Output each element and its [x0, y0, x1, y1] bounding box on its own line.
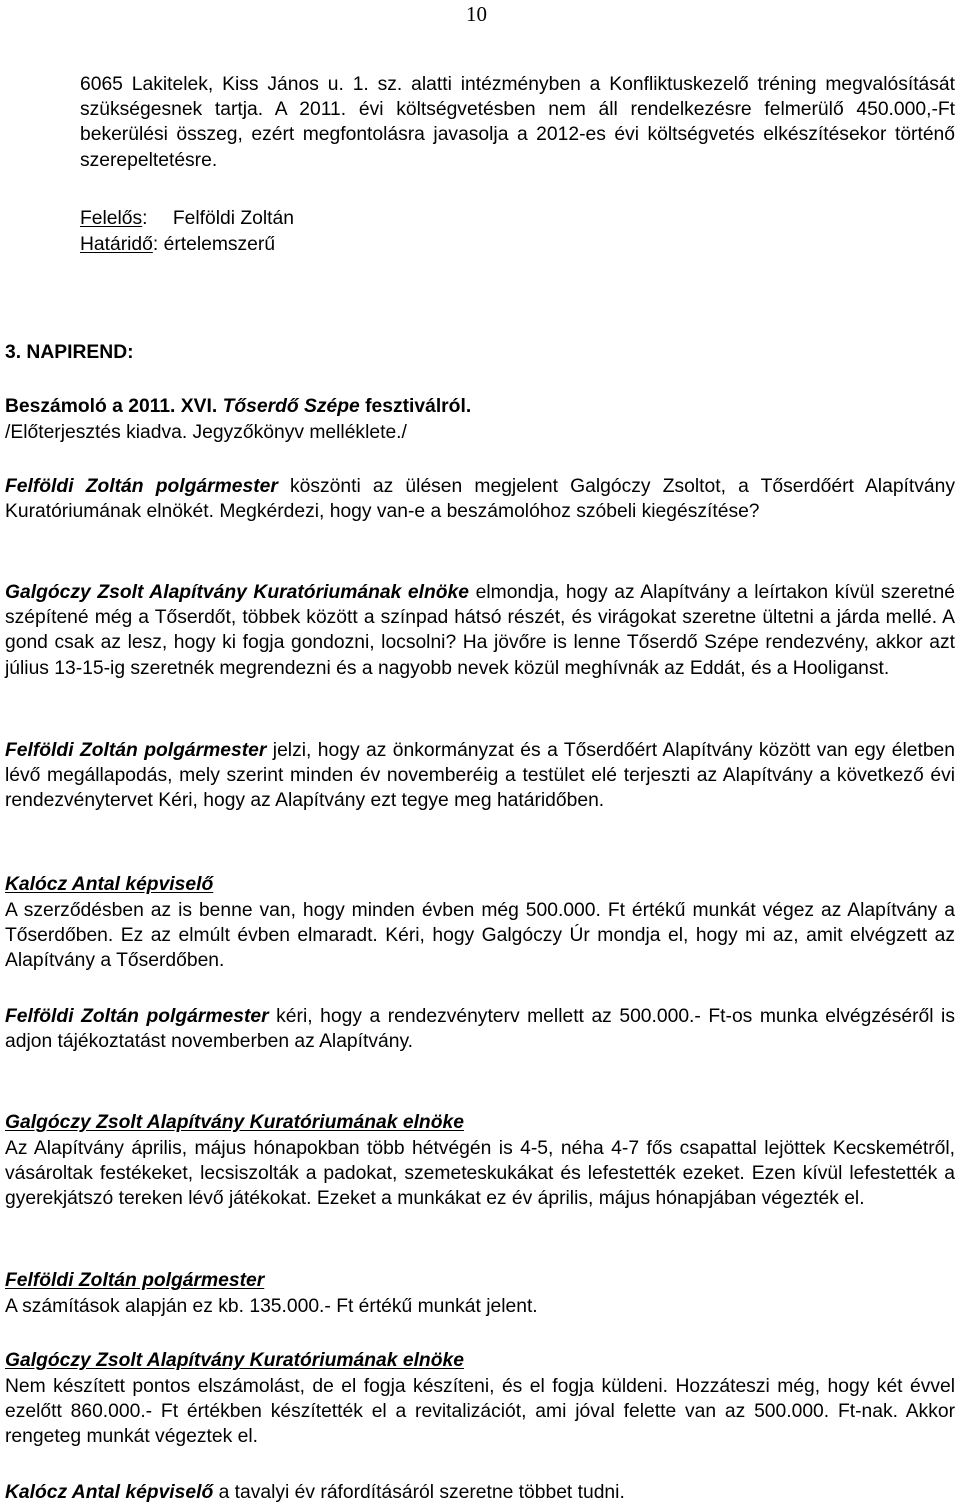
paragraph-7: A számítások alapján ez kb. 135.000.- Ft értékű munkát jelent.: [5, 1296, 538, 1317]
speaker-name: Felföldi Zoltán polgármester: [5, 740, 267, 761]
paragraph-1: [5, 474, 955, 524]
agenda-title: [5, 394, 471, 419]
agenda-note: /Előterjesztés kiadva. Jegyzőkönyv melléklete./: [5, 422, 407, 443]
paragraph-8: Nem készített pontos elszámolást, de el fogja készíteni, és el fogja küldeni. Hozzáteszi még, hogy két évvel ezelőtt 860.000.- Ft értékben készítették el a revitalizációt, ami jóval felette van az 500.000. Ft-nak. Akkor rengeteg munkát végeztek el.: [5, 1376, 955, 1448]
responsible-colon: :: [142, 208, 148, 229]
page-number: 10: [466, 2, 487, 26]
speaker-name: Felföldi Zoltán polgármester: [5, 476, 278, 497]
paragraph-2: [5, 580, 955, 681]
paragraph-9: [5, 1480, 955, 1505]
paragraph-6: Az Alapítvány április, május hónapokban több hétvégén is 4-5, néha 4-7 fős csapattal lejöttek Kecskemétről, vásároltak festékeket, lecsiszolták a padokat, szemeteskukákat és lefestették ezeket. Ezen kívül lefestették a gyerekjátszó tereken lévő játékokat. Ezeket a munkákat ez év április, május hónapjában végezték el.: [5, 1138, 955, 1210]
paragraph-text: a tavalyi év ráfordításáról szeretne többet tudni.: [213, 1482, 625, 1503]
paragraph-text: kéri, hogy a rendezvényterv mellett az 500.000.- Ft-os munka elvégzéséről is adjon tájékoztatást novemberben az Alapítvány.: [5, 1006, 955, 1053]
paragraph-text: elmondja, hogy az Alapítvány a leírtakon kívül szeretné szépítené még a Tőserdőt, többek között a színpad hátsó részét, és virágokat szeretne ültetni a járda mellé. A gond csak az lesz, hogy ki fogja gondozni, locsolni? Ha jövőre is lenne Tőserdő Szépe rendezvény, akkor azt július 13-15-ig szeretnék megrendezni és a nagyobb nevek közül meghívnák az Eddát, és a Hooliganst.: [5, 582, 955, 679]
paragraph-text: köszönti az ülésen megjelent Galgóczy Zsoltot, a Tőserdőért Alapítvány Kuratóriumának elnökét. Megkérdezi, hogy van-e a beszámolóhoz szóbeli kiegészítése?: [5, 476, 955, 523]
responsible-label: Felelős: [80, 208, 143, 229]
speaker-name: Galgóczy Zsolt Alapítvány Kuratóriumának elnöke: [5, 582, 469, 603]
deadline-line: [80, 232, 275, 257]
paragraph-text: jelzi, hogy az önkormányzat és a Tőserdőért Alapítvány között van egy életben lévő megállapodás, mely szerint minden év novemberéig a testület elé terjeszti az Alapítvány a következő évi rendezvénytervet Kéri, hogy az Alapítvány ezt tegye meg határidőben.: [5, 740, 955, 812]
speaker-heading: Kalócz Antal képviselő: [5, 874, 214, 895]
paragraph-4: A szerződésben az is benne van, hogy minden évben még 500.000. Ft értékű munkát végez az Alapítvány a Tőserdőben. Ez az elmúlt évben elmaradt. Kéri, hogy Galgóczy Úr mondja el, hogy mi az, amit elvégzett az Alapítvány a Tőserdőben.: [5, 900, 955, 972]
speaker-heading: Galgóczy Zsolt Alapítvány Kuratóriumának elnöke: [5, 1112, 464, 1133]
agenda-title-suffix: fesztiválról.: [359, 396, 472, 417]
responsible-value: Felföldi Zoltán: [172, 208, 294, 229]
agenda-heading: 3. NAPIREND:: [5, 342, 134, 363]
responsible-line: [80, 206, 294, 231]
agenda-title-italic: Tőserdő Szépe: [222, 396, 360, 417]
intro-paragraph: 6065 Lakitelek, Kiss János u. 1. sz. alatti intézményben a Konfliktuskezelő tréning megvalósítását szükségesnek tartja. A 2011. évi költségvetésben nem áll rendelkezésre felmerülő 450.000,-Ft bekerülési összeg, ezért megfontolásra javasolja a 2012-es évi költségvetés elkészítésekor történő szerepeltetésre.: [80, 74, 955, 171]
agenda-title-prefix: Beszámoló a 2011. XVI.: [5, 396, 223, 417]
deadline-value: értelemszerű: [163, 234, 276, 255]
deadline-colon: :: [152, 234, 159, 255]
paragraph-3: [5, 738, 955, 814]
speaker-heading: Felföldi Zoltán polgármester: [5, 1270, 265, 1291]
deadline-label: Határidő: [80, 234, 153, 255]
speaker-heading: Galgóczy Zsolt Alapítvány Kuratóriumának elnöke: [5, 1350, 464, 1371]
paragraph-5: [5, 1004, 955, 1054]
speaker-name: Kalócz Antal képviselő: [5, 1482, 214, 1503]
speaker-name: Felföldi Zoltán polgármester: [5, 1006, 269, 1027]
